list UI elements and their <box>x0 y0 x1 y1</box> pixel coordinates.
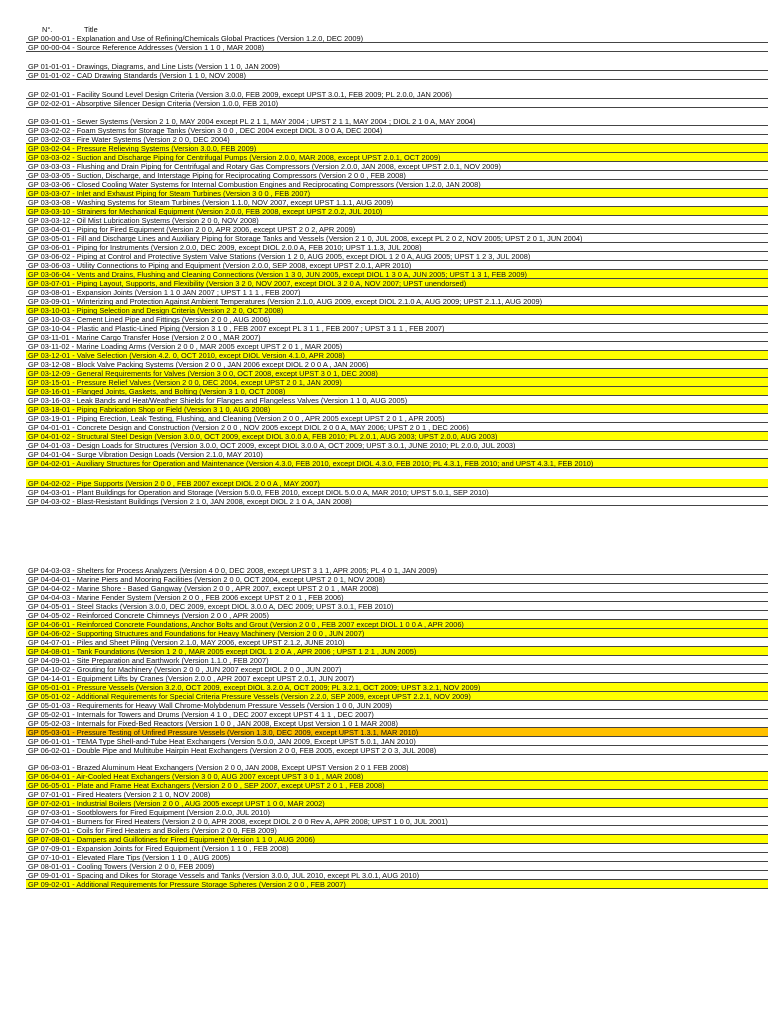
standard-row: GP 06-05-01 - Plate and Frame Heat Exchangers (Version 2 0 0 , SEP 2007, except UPST 2 0 1 , FEB 2008) <box>26 781 768 790</box>
standard-row: GP 06-01-01 - TEMA Type Shell-and-Tube Heat Exchangers (Version 5.0.0, JAN 2009, Except UPST 5.0.1, JAN 2010) <box>26 737 768 746</box>
standard-row: GP 04-01-02 - Structural Steel Design (Version 3.0.0, OCT 2009, except DIOL 3.0.0 A, FEB 2010; PL 2.0.1, AUG 2003; UPST 2.0.0, AUG 2003) <box>26 432 768 441</box>
standard-row: GP 03-06-04 - Vents and Drains, Flushing and Cleaning Connections (Version 1 3 0, JUN 2005, except DIOL 1 3 0 A, JUN 2005; UPST 1 3 1, FEB 2009) <box>26 270 768 279</box>
standard-row: GP 01-01-01 - Drawings, Diagrams, and Line Lists (Version 1 1 0, JAN 2009) <box>26 62 768 71</box>
standard-row: GP 03-03-08 - Washing Systems for Steam Turbines (Version 1.1.0, NOV 2007, except UPST 1.1.1, AUG 2009) <box>26 198 768 207</box>
standard-row: GP 02-01-01 - Facility Sound Level Design Criteria (Version 3.0.0, FEB 2009, except UPST 3.0.1, FEB 2009; PL 2.0.0, JAN 2006) <box>26 90 768 99</box>
standard-row: GP 04-06-02 - Supporting Structures and Foundations for Heavy Machinery (Version 2 0 0 , JUN 2007) <box>26 629 768 638</box>
standard-row: GP 04-02-02 - Pipe Supports (Version 2 0 0 , FEB 2007 except DIOL 2 0 0 A , MAY 2007) <box>26 479 768 488</box>
standard-row: GP 04-07-01 - Piles and Sheet Piling (Version 2.1.0, MAY 2006, except UPST 2.1.2, JUNE 2010) <box>26 638 768 647</box>
standard-row: GP 03-19-01 - Piping Erection, Leak Testing, Flushing, and Cleaning (Version 2 0 0 , APR 2005 except UPST 2 0 1 , APR 2005) <box>26 414 768 423</box>
standard-row: GP 08-01-01 - Cooling Towers (Version 2 0 0, FEB 2009) <box>26 862 768 871</box>
standard-row: GP 03-03-02 - Suction and Discharge Piping for Centrifugal Pumps (Version 2.0.0, MAR 2008, except UPST 2.0.1, OCT 2009) <box>26 153 768 162</box>
standard-row: GP 05-01-01 - Pressure Vessels (Version 3.2.0, OCT 2009, except DIOL 3.2.0 A, OCT 2009; PL 3.2.1, OCT 2009; UPST 3.2.1, NOV 2009) <box>26 683 768 692</box>
standard-row: GP 04-04-01 - Marine Piers and Mooring Facilities (Version 2 0 0, OCT 2004, except UPST 2 0 1, NOV 2008) <box>26 575 768 584</box>
standard-row: GP 03-15-01 - Pressure Relief Valves (Version 2 0 0, DEC 2004, except UPST 2 0 1, JAN 2009) <box>26 378 768 387</box>
column-header-title: Title <box>84 25 98 34</box>
standard-row: GP 05-02-03 - Internals for Fixed-Bed Reactors (Version 1 0 0 , JAN 2008, Except Upst Version 1 0 1 MAR 2008) <box>26 719 768 728</box>
standard-row: GP 04-02-01 - Auxiliary Structures for Operation and Maintenance (Version 4.3.0, FEB 2010, except DIOL 4.3.0, FEB 2010; PL 4.3.1, FEB 2010; and UPST 4.3.1, FEB 2010) <box>26 459 768 468</box>
standard-row: GP 03-16-03 - Leak Bands and Heat/Weather Shields for Flanges and Flangeless Valves (Version 1 1 0, AUG 2005) <box>26 396 768 405</box>
standard-row: GP 04-08-01 - Tank Foundations (Version 1 2 0 , MAR 2005 except DIOL 1 2 0 A , APR 2006 ; UPST 1 2 1 , JUN 2005) <box>26 647 768 656</box>
standard-row: GP 04-10-02 - Grouting for Machinery (Version 2 0 0 , JUN 2007 except DIOL 2 0 0 , JUN 2007) <box>26 665 768 674</box>
standard-row: GP 03-12-01 - Valve Selection (Version 4.2. 0, OCT 2010, except DIOL Version 4.1.0, APR 2008) <box>26 351 768 360</box>
standard-row: GP 03-06-02 - Piping at Control and Protective System Valve Stations (Version 1 2 0, AUG 2005, except DIOL 1 2 0 A, AUG 2005; UPST 1 2 3, JUL 2008) <box>26 252 768 261</box>
standard-row: GP 03-03-07 - Inlet and Exhaust Piping for Steam Turbines (Version 3 0 0 , FEB 2007) <box>26 189 768 198</box>
standard-row: GP 03-11-01 - Marine Cargo Transfer Hose (Version 2 0 0 , MAR 2007) <box>26 333 768 342</box>
standard-row: GP 03-02-04 - Pressure Relieving Systems (Version 3.0.0, FEB 2009) <box>26 144 768 153</box>
standard-row: GP 03-12-09 - General Requirements for Valves (Version 3 0 0, OCT 2008, except UPST 3 0 1, DEC 2008) <box>26 369 768 378</box>
standard-row: GP 03-16-01 - Flanged Joints, Gaskets, and Bolting (Version 3 1 0, OCT 2008) <box>26 387 768 396</box>
standard-row: GP 04-01-03 - Design Loads for Structures (Version 3.0.0, OCT 2009, except DIOL 3.0.0 A, OCT 2009; UPST 3.0.1, JUNE 2010; PL 2.0.0, JUL 2003) <box>26 441 768 450</box>
standard-row: GP 03-10-03 - Cement Lined Pipe and Fittings (Version 2 0 0 , AUG 2006) <box>26 315 768 324</box>
standard-row: GP 03-03-05 - Suction, Discharge, and Interstage Piping for Reciprocating Compressors (Version 2 0 0 , FEB 2008) <box>26 171 768 180</box>
standard-row: GP 04-05-02 - Reinforced Concrete Chimneys (Version 2 0 0 , APR 2005) <box>26 611 768 620</box>
standard-row: GP 07-09-01 - Expansion Joints for Fired Equipment (Version 1 1 0 , FEB 2008) <box>26 844 768 853</box>
standard-row: GP 00-00-04 - Source Reference Addresses (Version 1 1 0 , MAR 2008) <box>26 43 768 52</box>
standard-row: GP 06-03-01 - Brazed Aluminum Heat Exchangers (Version 2 0 0, JAN 2008, Except UPST Version 2 0 1 FEB 2008) <box>26 763 768 772</box>
standard-row: GP 07-05-01 - Coils for Fired Heaters and Boilers (Version 2 0 0, FEB 2009) <box>26 826 768 835</box>
standard-row: GP 03-07-01 - Piping Layout, Supports, and Flexibility (Version 3 2 0, NOV 2007, except DIOL 3 2 0 A, NOV 2007; UPST unendorsed) <box>26 279 768 288</box>
standard-row: GP 04-04-02 - Marine Shore - Based Gangway (Version 2 0 0 , APR 2007, except UPST 2 0 1 , MAR 2008) <box>26 584 768 593</box>
standard-row: GP 04-01-04 - Surge Vibration Design Loads (Version 2.1.0, MAY 2010) <box>26 450 768 459</box>
standard-row: GP 04-06-01 - Reinforced Concrete Foundations, Anchor Bolts and Grout (Version 2 0 0 , FEB 2007 except DIOL 1 0 0 A , APR 2006) <box>26 620 768 629</box>
standard-row: GP 07-01-01 - Fired Heaters (Version 2 1 0, NOV 2008) <box>26 790 768 799</box>
standard-row: GP 05-03-01 - Pressure Testing of Unfired Pressure Vessels (Version 1.3.0, DEC 2009, except UPST 1.3.1, MAR 2010) <box>26 728 768 737</box>
standard-row: GP 06-02-01 - Double Pipe and Multitube Hairpin Heat Exchangers (Version 2 0 0, FEB 2005, except UPST 2 0 3, JUL 2008) <box>26 746 768 755</box>
standard-row: GP 04-09-01 - Site Preparation and Earthwork (Version 1.1.0 , FEB 2007) <box>26 656 768 665</box>
standard-row: GP 07-03-01 - Sootblowers for Fired Equipment (Version 2.0.0, JUL 2010) <box>26 808 768 817</box>
standard-row: GP 03-09-01 - Winterizing and Protection Against Ambient Temperatures (Version 2.1.0, AUG 2009, except DIOL 2.1.0 A, AUG 2009; UPST 2.1.1, AUG 2009) <box>26 297 768 306</box>
standard-row: GP 05-01-02 - Additional Requirements for Special Criteria Pressure Vessels (Version 2.2.0, SEP 2009, except UPST 2.2.1, NOV 2009) <box>26 692 768 701</box>
standard-row: GP 04-03-03 - Shelters for Process Analyzers (Version 4 0 0, DEC 2008, except UPST 3 1 1, APR 2005; PL 4 0 1, JAN 2009) <box>26 566 768 575</box>
standard-row: GP 03-04-01 - Piping for Fired Equipment (Version 2 0 0, APR 2006, except UPST 2 0 2, APR 2009) <box>26 225 768 234</box>
standard-row: GP 03-02-02 - Foam Systems for Storage Tanks (Version 3 0 0 , DEC 2004 except DIOL 3 0 0 A, DEC 2004) <box>26 126 768 135</box>
standard-row: GP 07-04-01 - Burners for Fired Heaters (Version 2 0 0, APR 2008, except DIOL 2 0 0 Rev A, APR 2008; UPST 1 0 0, JUL 2001) <box>26 817 768 826</box>
standard-row: GP 05-02-01 - Internals for Towers and Drums (Version 4 1 0 , DEC 2007 except UPST 4 1 1 , DEC 2007) <box>26 710 768 719</box>
standard-row: GP 03-12-08 - Block Valve Packing Systems (Version 2 0 0 , JAN 2006 except DIOL 2 0 0 A , JAN 2006) <box>26 360 768 369</box>
standard-row: GP 07-08-01 - Dampers and Guillotines for Fired Equipment (Version 1 1 0 , AUG 2006) <box>26 835 768 844</box>
standard-row: GP 01-01-02 - CAD Drawing Standards (Version 1 1 0, NOV 2008) <box>26 71 768 80</box>
standard-row: GP 03-11-02 - Marine Loading Arms (Version 2 0 0 , MAR 2005 except UPST 2 0 1 , MAR 2005) <box>26 342 768 351</box>
standard-row: GP 04-04-03 - Marine Fender System (Version 2 0 0 , FEB 2006 except UPST 2 0 1 , FEB 2006) <box>26 593 768 602</box>
standard-row: GP 03-03-10 - Strainers for Mechanical Equipment (Version 2.0.0, FEB 2008, except UPST 2.0.2, JUL 2010) <box>26 207 768 216</box>
standard-row: GP 04-01-01 - Concrete Design and Construction (Version 2 0 0 , NOV 2005 except DIOL 2 0 0 A, MAY 2006; UPST 2 0 1 , DEC 2006) <box>26 423 768 432</box>
standard-row: GP 06-04-01 - Air-Cooled Heat Exchangers (Version 3 0 0, AUG 2007 except UPST 3 0 1 , MAR 2008) <box>26 772 768 781</box>
standard-row: GP 04-03-02 - Blast-Resistant Buildings (Version 2 1 0, JAN 2008, except DIOL 2 1 0 A, JAN 2008) <box>26 497 768 506</box>
standard-row: GP 07-10-01 - Elevated Flare Tips (Version 1 1 0 , AUG 2005) <box>26 853 768 862</box>
standard-row: GP 02-02-01 - Absorptive Silencer Design Criteria (Version 1.0.0, FEB 2010) <box>26 99 768 108</box>
standard-row: GP 04-03-01 - Plant Buildings for Operation and Storage (Version 5.0.0, FEB 2010, except DIOL 5.0.0 A, MAR 2010; UPST 5.0.1, SEP 2010) <box>26 488 768 497</box>
standard-row: GP 03-02-03 - Fire Water Systems (Version 2 0 0, DEC 2004) <box>26 135 768 144</box>
standard-row: GP 09-01-01 - Spacing and Dikes for Storage Vessels and Tanks (Version 3.0.0, JUL 2010, except PL 3.0.1, AUG 2010) <box>26 871 768 880</box>
standard-row: GP 03-06-01 - Piping for Instruments (Version 2.0.0, DEC 2009, except DIOL 2.0.0 A, FEB 2010; UPST 1.1.3, JUL 2008) <box>26 243 768 252</box>
standard-row: GP 03-03-03 - Flushing and Drain Piping for Centrifugal and Rotary Gas Compressors (Version 2.0.0, JAN 2008, except UPST 2.0.1, NOV 2009) <box>26 162 768 171</box>
standard-row: GP 03-08-01 - Expansion Joints (Version 1 1 0 JAN 2007 ; UPST 1 1 1 , FEB 2007) <box>26 288 768 297</box>
standard-row: GP 03-03-06 - Closed Cooling Water Systems for Internal Combustion Engines and Reciprocating Compressors (Version 1.2.0, JAN 2008) <box>26 180 768 189</box>
standard-row: GP 04-14-01 - Equipment Lifts by Cranes (Version 2.0.0 , APR 2007 except UPST 2.0.1, JUN 2007) <box>26 674 768 683</box>
standard-row: GP 03-01-01 - Sewer Systems (Version 2 1 0, MAY 2004 except PL 2 1 1, MAY 2004 ; UPST 2 1 1, MAY 2004 ; DIOL 2 1 0 A, MAY 2004) <box>26 117 768 126</box>
standard-row: GP 03-03-12 - Oil Mist Lubrication Systems (Version 2 0 0, NOV 2008) <box>26 216 768 225</box>
standard-row: GP 03-06-03 - Utility Connections to Piping and Equipment (Version 2.0.0, SEP 2008, except UPST 2.0.1, APR 2010) <box>26 261 768 270</box>
standard-row: GP 04-05-01 - Steel Stacks (Version 3.0.0, DEC 2009, except DIOL 3.0.0 A, DEC 2009; UPST 3.0.1, FEB 2010) <box>26 602 768 611</box>
standard-row: GP 03-10-04 - Plastic and Plastic-Lined Piping (Version 3 1 0 , FEB 2007 except PL 3 1 1 , FEB 2007 ; UPST 3 1 1 , FEB 2007) <box>26 324 768 333</box>
standard-row: GP 07-02-01 - Industrial Boilers (Version 2 0 0 , AUG 2005 except UPST 1 0 0, MAR 2002) <box>26 799 768 808</box>
standard-row: GP 03-18-01 - Piping Fabrication Shop or Field (Version 3 1 0, AUG 2008) <box>26 405 768 414</box>
standard-row: GP 09-02-01 - Additional Requirements for Pressure Storage Spheres (Version 2 0 0 , FEB 2007) <box>26 880 768 889</box>
column-header-number: N°. <box>42 25 53 34</box>
standard-row: GP 03-10-01 - Piping Selection and Design Criteria (Version 2 2 0, OCT 2008) <box>26 306 768 315</box>
standard-row: GP 05-01-03 - Requirements for Heavy Wall Chrome-Molybdenum Pressure Vessels (Version 1 0 0, JUN 2009) <box>26 701 768 710</box>
standard-row: GP 00-00-01 - Explanation and Use of Refining/Chemicals Global Practices (Version 1.2.0, DEC 2009) <box>26 34 768 43</box>
standard-row: GP 03-05-01 - Fill and Discharge Lines and Auxiliary Piping for Storage Tanks and Vessels (Version 2 1 0, JUL 2008, except PL 2 0 2, NOV 2005; UPST 2 0 1, JUN 2004) <box>26 234 768 243</box>
